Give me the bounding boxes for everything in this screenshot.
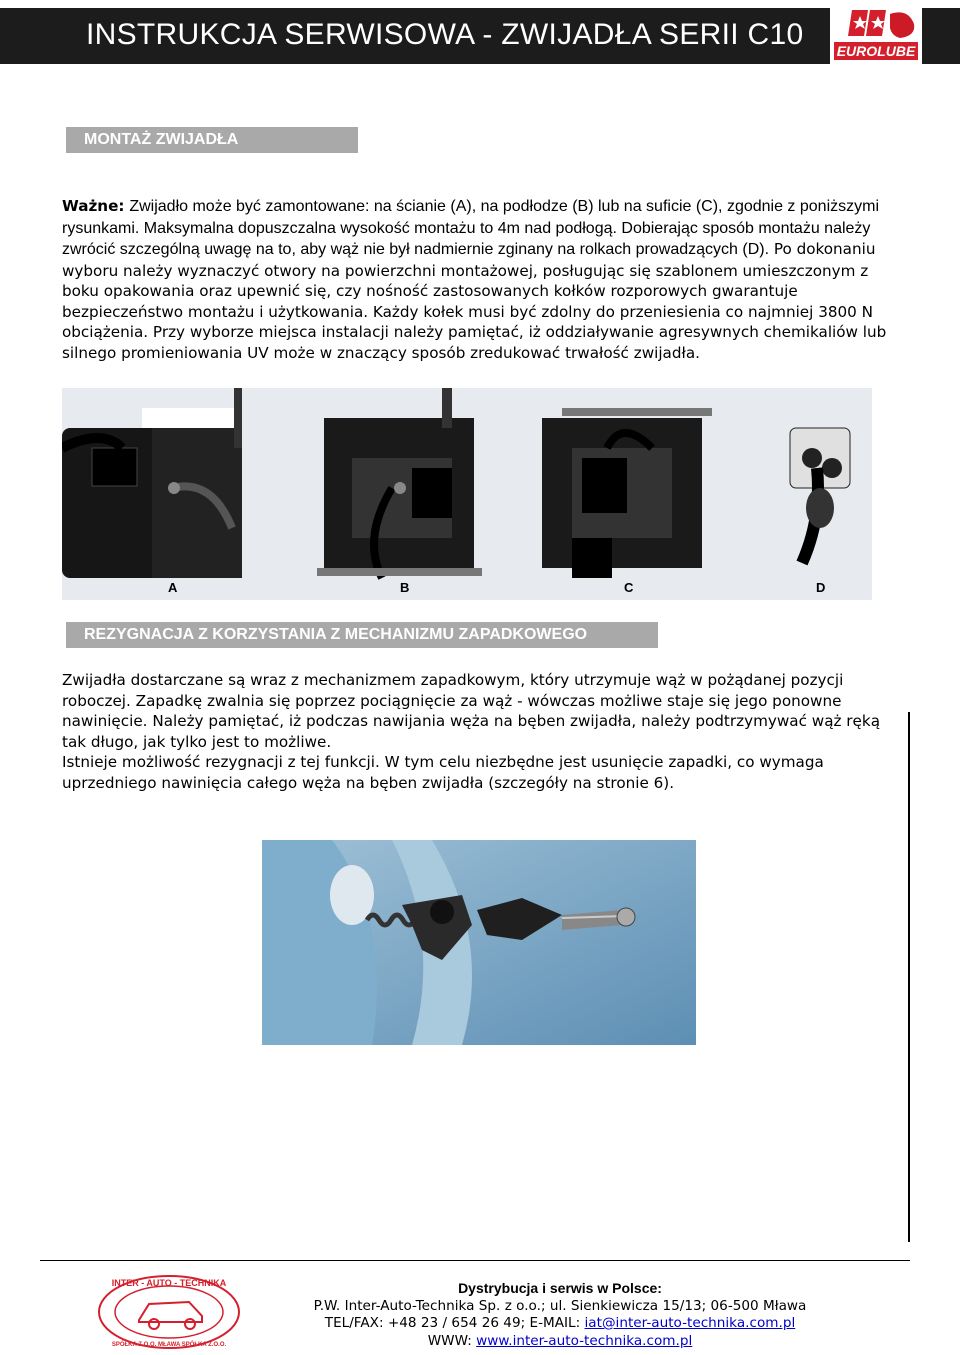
svg-text:INTER - AUTO - TECHNIKA: INTER - AUTO - TECHNIKA [111,1278,227,1288]
svg-text:EUROLUBE: EUROLUBE [836,43,916,59]
footer-www [300,1333,820,1351]
mounting-options-figure [62,388,872,600]
document-title: INSTRUKCJA SERWISOWA - ZWIJADŁA SERII C10 [86,18,804,51]
footer-contact [300,1280,820,1350]
mounting-text-b: Po dokonaniu wyboru należy wyznaczyć otwory na powierzchni montażowej, posługując się szablonem umieszczonym z boku opakowania oraz upewnić się, czy nośność zastosowanych kołków rozporowych gwarantuje bezpieczeństwo montażu i użytkowania. Każdy kołek musi być zdolny do przeniesienia co najmniej 3800 N obciążenia. Przy wyborze miejsca instalacji należy pamiętać, iż oddziaływanie agresywnych chemikaliów lub silnego promieniowania UV może w znaczący sposób zredukować trwałość zwijadła. [62,240,887,362]
footer-phone: TEL/FAX: +48 23 / 654 26 49; E-MAIL: [324,1315,585,1331]
ratchet-paragraph [62,670,892,793]
footer-divider [40,1260,910,1261]
email-link[interactable]: iat@inter-auto-technika.com.pl [584,1315,796,1331]
eurolube-logo [830,6,922,64]
website-link[interactable]: www.inter-auto-technika.com.pl [476,1332,693,1349]
footer-heading: Dystrybucja i serwis w Polsce: [458,1280,662,1296]
figure-label-a: A [168,580,178,595]
ratchet-text-a: Zwijadła dostarczane są wraz z mechanizmem zapadkowym, który utrzymuje wąż w pożądanej pozycji roboczej. Zapadkę zwalnia się poprzez pociągnięcie za wąż - wówczas możliwe staje się jego ponowne nawinięcie. Należy pamiętać, iż podczas nawijania węża na bęben zwijadła, należy podtrzymywać wąż ręką tak długo, jak tylko jest to możliwe. [62,671,880,751]
figure-label-c: C [624,580,634,595]
section-heading-mounting: MONTAŻ ZWIJADŁA [66,127,358,153]
figure-label-d: D [816,580,826,595]
ceiling-mount-illustration [542,408,712,578]
revision-bar [908,712,910,1242]
footer-phone-email [300,1315,820,1333]
mounting-paragraph [62,196,902,363]
footer-www-label: WWW: [427,1332,477,1349]
section-heading-ratchet: REZYGNACJA Z KORZYSTANIA Z MECHANIZMU ZAPADKOWEGO [66,622,658,648]
figure-label-b: B [400,580,410,595]
ratchet-text-b: Istnieje możliwość rezygnacji z tej funkcji. W tym celu niezbędne jest usunięcie zapadki, co wymaga uprzedniego nawinięcia całego węża na bęben zwijadła (szczegóły na stronie 6). [62,753,824,792]
important-label: Ważne: [62,197,125,215]
ratchet-parts-photo [262,840,696,1045]
company-stamp [94,1272,244,1352]
mounting-text-a: Zwijadło może być zamontowane: na ścianie (A), na podłodze (B) lub na suficie (C), zgodnie z poniższymi rysunkami. Maksymalna dopuszczalna wysokość montażu to 4m nad podłogą. Dobierając sposób montażu należy zwrócić szczególną uwagę na to, aby wąż nie był nadmiernie zginany na rolkach prowadzących (D). [62,198,880,258]
footer-address: P.W. Inter-Auto-Technika Sp. z o.o.; ul. Sienkiewicza 15/13; 06-500 Mława [313,1297,807,1314]
svg-text:SPÓŁKA Z.O.O. MŁAWA SPÓŁKA Z.O: SPÓŁKA Z.O.O. MŁAWA SPÓŁKA Z.O.O. [111,1342,227,1348]
